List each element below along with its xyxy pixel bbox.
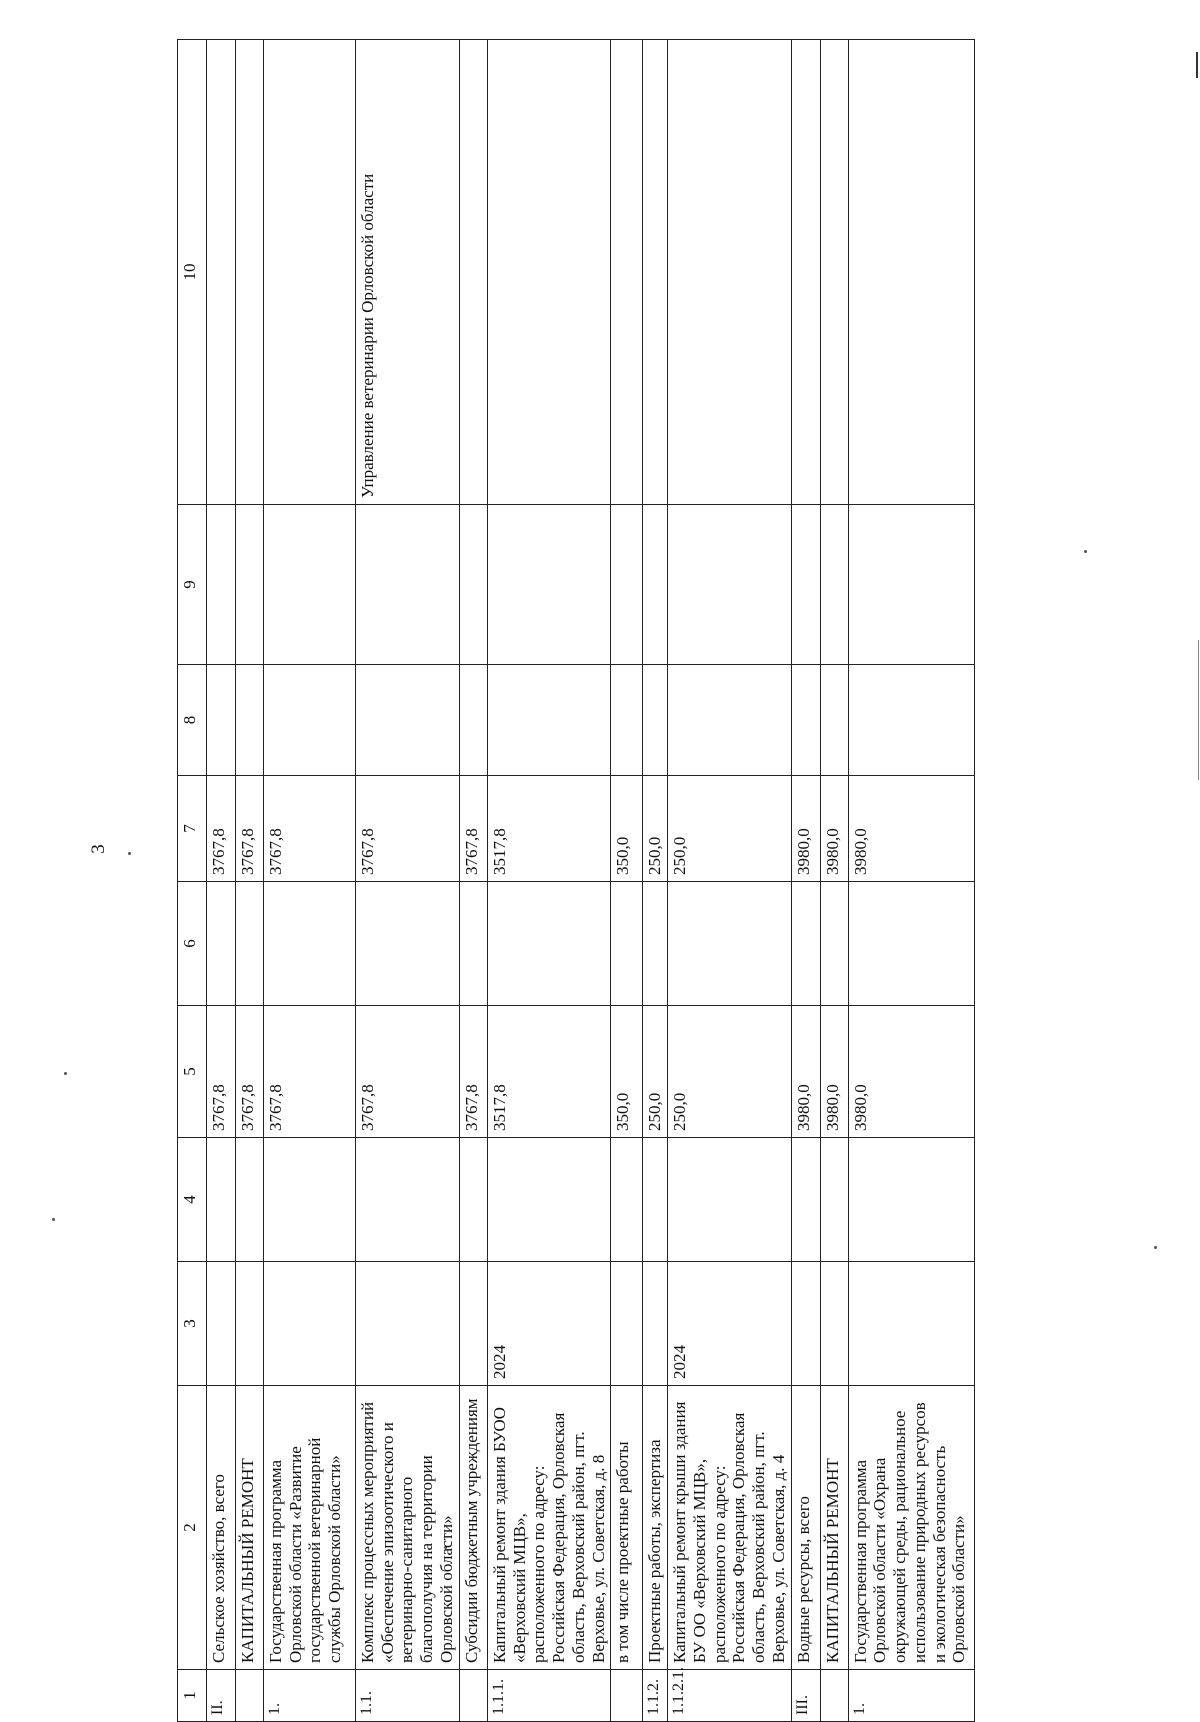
table-cell bbox=[611, 1670, 643, 1722]
table-wrapper bbox=[177, 40, 1027, 1722]
table-cell bbox=[488, 882, 611, 1006]
header-row bbox=[178, 40, 207, 1722]
table-cell: 350,0 bbox=[611, 776, 643, 882]
table-cell: 3980,0 bbox=[848, 776, 974, 882]
table-row bbox=[791, 40, 820, 1722]
table-row bbox=[848, 40, 974, 1722]
table-cell bbox=[611, 505, 643, 665]
table-cell: 3980,0 bbox=[820, 1006, 848, 1138]
table-cell bbox=[611, 40, 643, 505]
table-cell bbox=[848, 40, 974, 505]
col-header: 5 bbox=[178, 1006, 207, 1138]
table-cell bbox=[236, 1670, 264, 1722]
table-cell bbox=[264, 665, 356, 776]
table-cell bbox=[668, 882, 791, 1006]
table-cell bbox=[820, 1138, 848, 1262]
table-cell bbox=[820, 505, 848, 665]
col-header: 1 bbox=[178, 1670, 207, 1722]
table-cell bbox=[236, 505, 264, 665]
table-cell: II. bbox=[207, 1670, 236, 1722]
table-cell: 3980,0 bbox=[791, 1006, 820, 1138]
table-row bbox=[207, 40, 236, 1722]
table-cell bbox=[791, 882, 820, 1006]
table-cell bbox=[791, 40, 820, 505]
scan-speck bbox=[1084, 550, 1087, 553]
table-cell bbox=[791, 1262, 820, 1386]
table-cell bbox=[460, 665, 488, 776]
table-cell: Сельское хозяйство, всего bbox=[207, 1386, 236, 1670]
table-cell: Государственная программа Орловской области «Развитие государственной ветеринарной службы Орловской области» bbox=[264, 1386, 356, 1670]
table-cell bbox=[264, 882, 356, 1006]
col-header: 8 bbox=[178, 665, 207, 776]
table-cell bbox=[207, 1138, 236, 1262]
table-cell: 2024 bbox=[668, 1262, 791, 1386]
table-cell: 2024 bbox=[488, 1262, 611, 1386]
col-header: 6 bbox=[178, 882, 207, 1006]
table-cell: 350,0 bbox=[611, 1006, 643, 1138]
table-cell: 3767,8 bbox=[264, 776, 356, 882]
table-cell: 1.1. bbox=[356, 1670, 460, 1722]
table-cell bbox=[611, 1138, 643, 1262]
table-cell bbox=[791, 505, 820, 665]
table-cell: Управление ветеринарии Орловской области bbox=[356, 40, 460, 505]
col-header: 9 bbox=[178, 505, 207, 665]
table-cell bbox=[356, 665, 460, 776]
table-cell bbox=[207, 505, 236, 665]
table-row bbox=[668, 40, 791, 1722]
table-cell: в том числе проектные работы bbox=[611, 1386, 643, 1670]
table-cell bbox=[460, 1138, 488, 1262]
table-cell bbox=[236, 1138, 264, 1262]
table-cell: III. bbox=[791, 1670, 820, 1722]
table-cell: 3767,8 bbox=[356, 776, 460, 882]
table-cell bbox=[668, 505, 791, 665]
table-cell bbox=[791, 1138, 820, 1262]
table-cell: Капитальный ремонт здания БУОО «Верховский МЦВ», расположенного по адресу: Российская Федерация, Орловская область, Верховский район, пгт. Верховье, ул. Советская, д. 8 bbox=[488, 1386, 611, 1670]
table-cell: 250,0 bbox=[668, 776, 791, 882]
table-cell bbox=[207, 882, 236, 1006]
table-cell bbox=[356, 882, 460, 1006]
table-cell bbox=[848, 1138, 974, 1262]
table-cell: Государственная программа Орловской области «Охрана окружающей среды, рациональное использование природных ресурсов и экологическая безопасность Орловской области» bbox=[848, 1386, 974, 1670]
table-cell: 3767,8 bbox=[356, 1006, 460, 1138]
table-cell bbox=[460, 1262, 488, 1386]
scan-speck bbox=[52, 1218, 55, 1221]
col-header: 2 bbox=[178, 1386, 207, 1670]
table-cell bbox=[791, 665, 820, 776]
table-cell: КАПИТАЛЬНЫЙ РЕМОНТ bbox=[820, 1386, 848, 1670]
table-cell: Субсидии бюджетным учреждениям bbox=[460, 1386, 488, 1670]
page-number: 3 bbox=[88, 844, 109, 854]
table-cell bbox=[207, 40, 236, 505]
table-cell: КАПИТАЛЬНЫЙ РЕМОНТ bbox=[236, 1386, 264, 1670]
scan-edge-line bbox=[1198, 640, 1199, 780]
table-cell bbox=[820, 1670, 848, 1722]
table-cell bbox=[488, 40, 611, 505]
table-row bbox=[356, 40, 460, 1722]
table-cell bbox=[820, 882, 848, 1006]
table-cell bbox=[643, 1138, 668, 1262]
table-cell: 3767,8 bbox=[264, 1006, 356, 1138]
table-cell bbox=[264, 505, 356, 665]
table-cell bbox=[848, 505, 974, 665]
table-cell: 3767,8 bbox=[207, 1006, 236, 1138]
table-cell bbox=[848, 882, 974, 1006]
table-cell bbox=[236, 1262, 264, 1386]
table-row bbox=[460, 40, 488, 1722]
table-cell: 3767,8 bbox=[236, 1006, 264, 1138]
table-cell: 3767,8 bbox=[236, 776, 264, 882]
table-row bbox=[643, 40, 668, 1722]
table-cell bbox=[356, 505, 460, 665]
table-cell bbox=[820, 40, 848, 505]
table-cell bbox=[488, 665, 611, 776]
table-cell bbox=[264, 1262, 356, 1386]
col-header: 7 bbox=[178, 776, 207, 882]
table-cell: 250,0 bbox=[643, 1006, 668, 1138]
table-cell bbox=[643, 40, 668, 505]
table-cell: 1. bbox=[264, 1670, 356, 1722]
table-cell: 3767,8 bbox=[460, 1006, 488, 1138]
table-cell bbox=[236, 40, 264, 505]
table-cell bbox=[643, 882, 668, 1006]
table-cell: Капитальный ремонт крыши здания БУ ОО «Верховский МЦВ», расположенного по адресу: Российская Федерация, Орловская область, Верховский район, пгт. Верховье, ул. Советская, д. 4 bbox=[668, 1386, 791, 1670]
table-cell: Комплекс процессных мероприятий «Обеспечение эпизоотического и ветеринарно-санитарного благополучия на территории Орловской области» bbox=[356, 1386, 460, 1670]
table-cell bbox=[611, 1262, 643, 1386]
table-cell bbox=[356, 1138, 460, 1262]
table-cell bbox=[643, 505, 668, 665]
table-cell bbox=[460, 1670, 488, 1722]
table-cell bbox=[668, 40, 791, 505]
table-cell: 3980,0 bbox=[848, 1006, 974, 1138]
table-cell bbox=[848, 1262, 974, 1386]
col-header: 4 bbox=[178, 1138, 207, 1262]
table-cell bbox=[460, 40, 488, 505]
table-cell bbox=[207, 665, 236, 776]
table-cell bbox=[488, 505, 611, 665]
table-cell bbox=[264, 40, 356, 505]
table-row bbox=[611, 40, 643, 1722]
table-cell bbox=[207, 1262, 236, 1386]
table-cell bbox=[820, 665, 848, 776]
table-cell bbox=[236, 665, 264, 776]
table-cell bbox=[848, 665, 974, 776]
table-cell bbox=[356, 1262, 460, 1386]
table-cell: 3517,8 bbox=[488, 776, 611, 882]
col-header: 3 bbox=[178, 1262, 207, 1386]
table-cell: 3767,8 bbox=[460, 776, 488, 882]
rotated-table bbox=[177, 40, 1027, 1722]
table-cell bbox=[611, 665, 643, 776]
scan-speck bbox=[128, 852, 131, 855]
table-cell bbox=[460, 882, 488, 1006]
table-cell bbox=[668, 1138, 791, 1262]
table-cell bbox=[460, 505, 488, 665]
table-cell bbox=[643, 1262, 668, 1386]
col-header: 10 bbox=[178, 40, 207, 505]
table-row bbox=[820, 40, 848, 1722]
scan-speck bbox=[64, 1072, 67, 1075]
table-cell: Водные ресурсы, всего bbox=[791, 1386, 820, 1670]
table-cell: 250,0 bbox=[643, 776, 668, 882]
table-cell: 3980,0 bbox=[820, 776, 848, 882]
table-cell bbox=[820, 1262, 848, 1386]
table-cell bbox=[488, 1138, 611, 1262]
table-cell bbox=[668, 665, 791, 776]
capital-repair-table bbox=[177, 39, 975, 1722]
table-cell: 1.1.2. bbox=[643, 1670, 668, 1722]
table-cell: 3767,8 bbox=[207, 776, 236, 882]
table-cell: 1.1.2.1. bbox=[668, 1670, 791, 1722]
table-cell bbox=[264, 1138, 356, 1262]
table-cell: 1. bbox=[848, 1670, 974, 1722]
table-row bbox=[236, 40, 264, 1722]
table-row bbox=[264, 40, 356, 1722]
table-cell bbox=[611, 882, 643, 1006]
scan-edge-mark bbox=[1196, 52, 1198, 78]
table-cell: 250,0 bbox=[668, 1006, 791, 1138]
table-cell: 3980,0 bbox=[791, 776, 820, 882]
table-cell: Проектные работы, экспертиза bbox=[643, 1386, 668, 1670]
scan-speck bbox=[1154, 1246, 1157, 1249]
table-cell bbox=[236, 882, 264, 1006]
table-cell bbox=[643, 665, 668, 776]
table-row bbox=[488, 40, 611, 1722]
table-cell: 3517,8 bbox=[488, 1006, 611, 1138]
table-cell: 1.1.1. bbox=[488, 1670, 611, 1722]
